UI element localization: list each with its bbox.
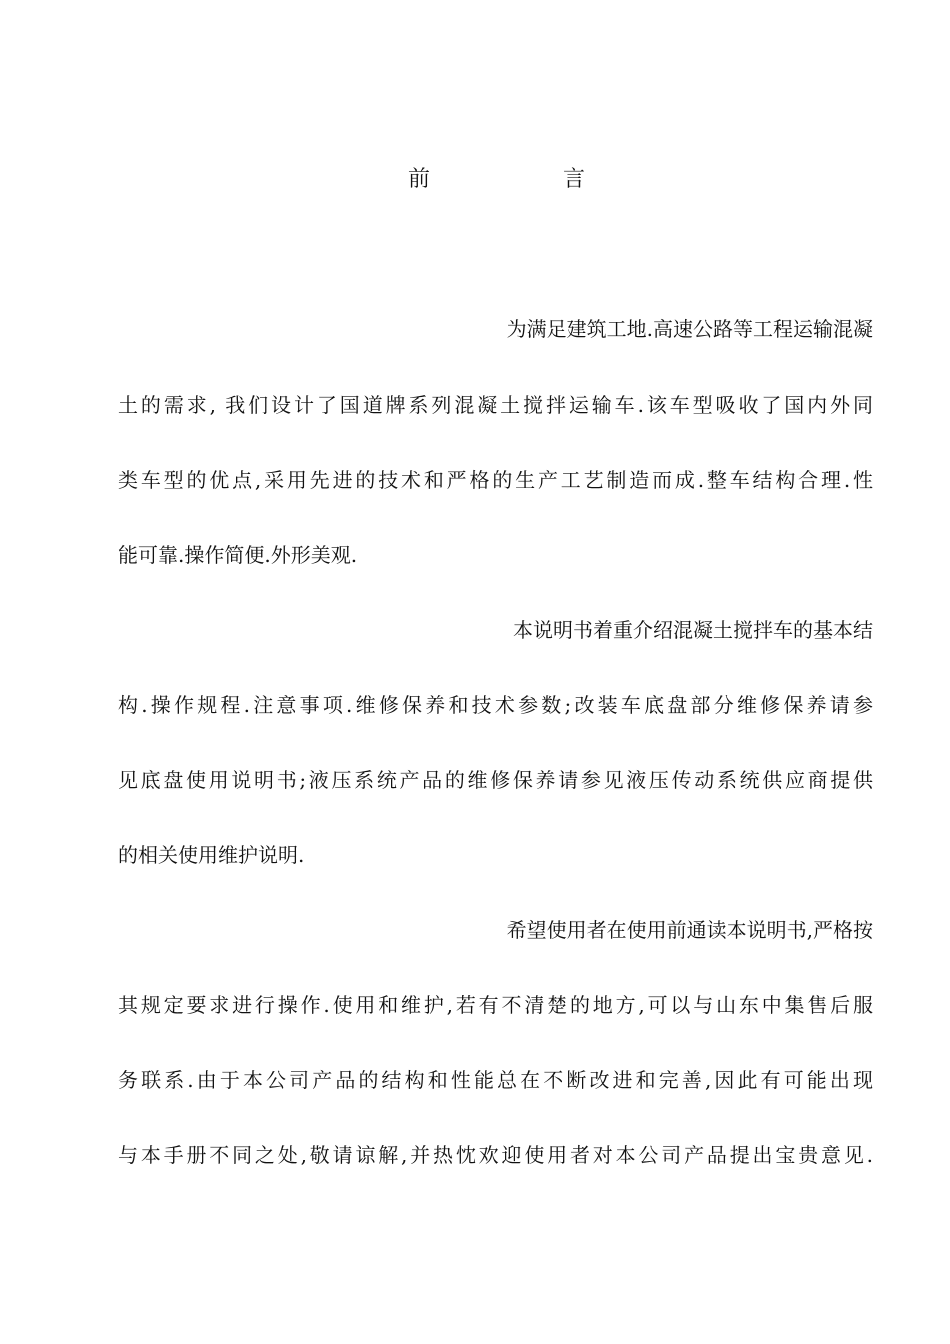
title-char-2: 言 xyxy=(563,167,586,192)
paragraph-3-line-2: 其规定要求进行操作.使用和维护,若有不清楚的地方,可以与山东中集售后服 xyxy=(118,993,873,1017)
paragraph-2-line-2: 构.操作规程.注意事项.维修保养和技术参数;改装车底盘部分维修保养请参 xyxy=(118,693,873,717)
paragraph-3-line-1: 希望使用者在使用前通读本说明书,严格按 xyxy=(506,918,873,942)
paragraph-1-line-4: 能可靠.操作简便.外形美观. xyxy=(118,543,358,567)
paragraph-2-line-4: 的相关使用维护说明. xyxy=(118,843,305,867)
paragraph-1-line-3: 类车型的优点,采用先进的技术和严格的生产工艺制造而成.整车结构合理.性 xyxy=(118,468,873,492)
paragraph-2-line-1: 本说明书着重介绍混凝土搅拌车的基本结 xyxy=(513,618,873,642)
paragraph-2-line-3: 见底盘使用说明书;液压系统产品的维修保养请参见液压传动系统供应商提供 xyxy=(118,768,873,792)
page-title xyxy=(0,160,950,200)
paragraph-1-line-1: 为满足建筑工地.高速公路等工程运输混凝 xyxy=(506,317,873,341)
title-char-1: 前 xyxy=(408,167,431,192)
paragraph-1-line-2: 土的需求, 我们设计了国道牌系列混凝土搅拌运输车.该车型吸收了国内外同 xyxy=(118,393,873,417)
paragraph-3-line-4: 与本手册不同之处,敬请谅解,并热忱欢迎使用者对本公司产品提出宝贵意见. xyxy=(118,1143,873,1167)
paragraph-3-line-3: 务联系.由于本公司产品的结构和性能总在不断改进和完善,因此有可能出现 xyxy=(118,1068,873,1092)
